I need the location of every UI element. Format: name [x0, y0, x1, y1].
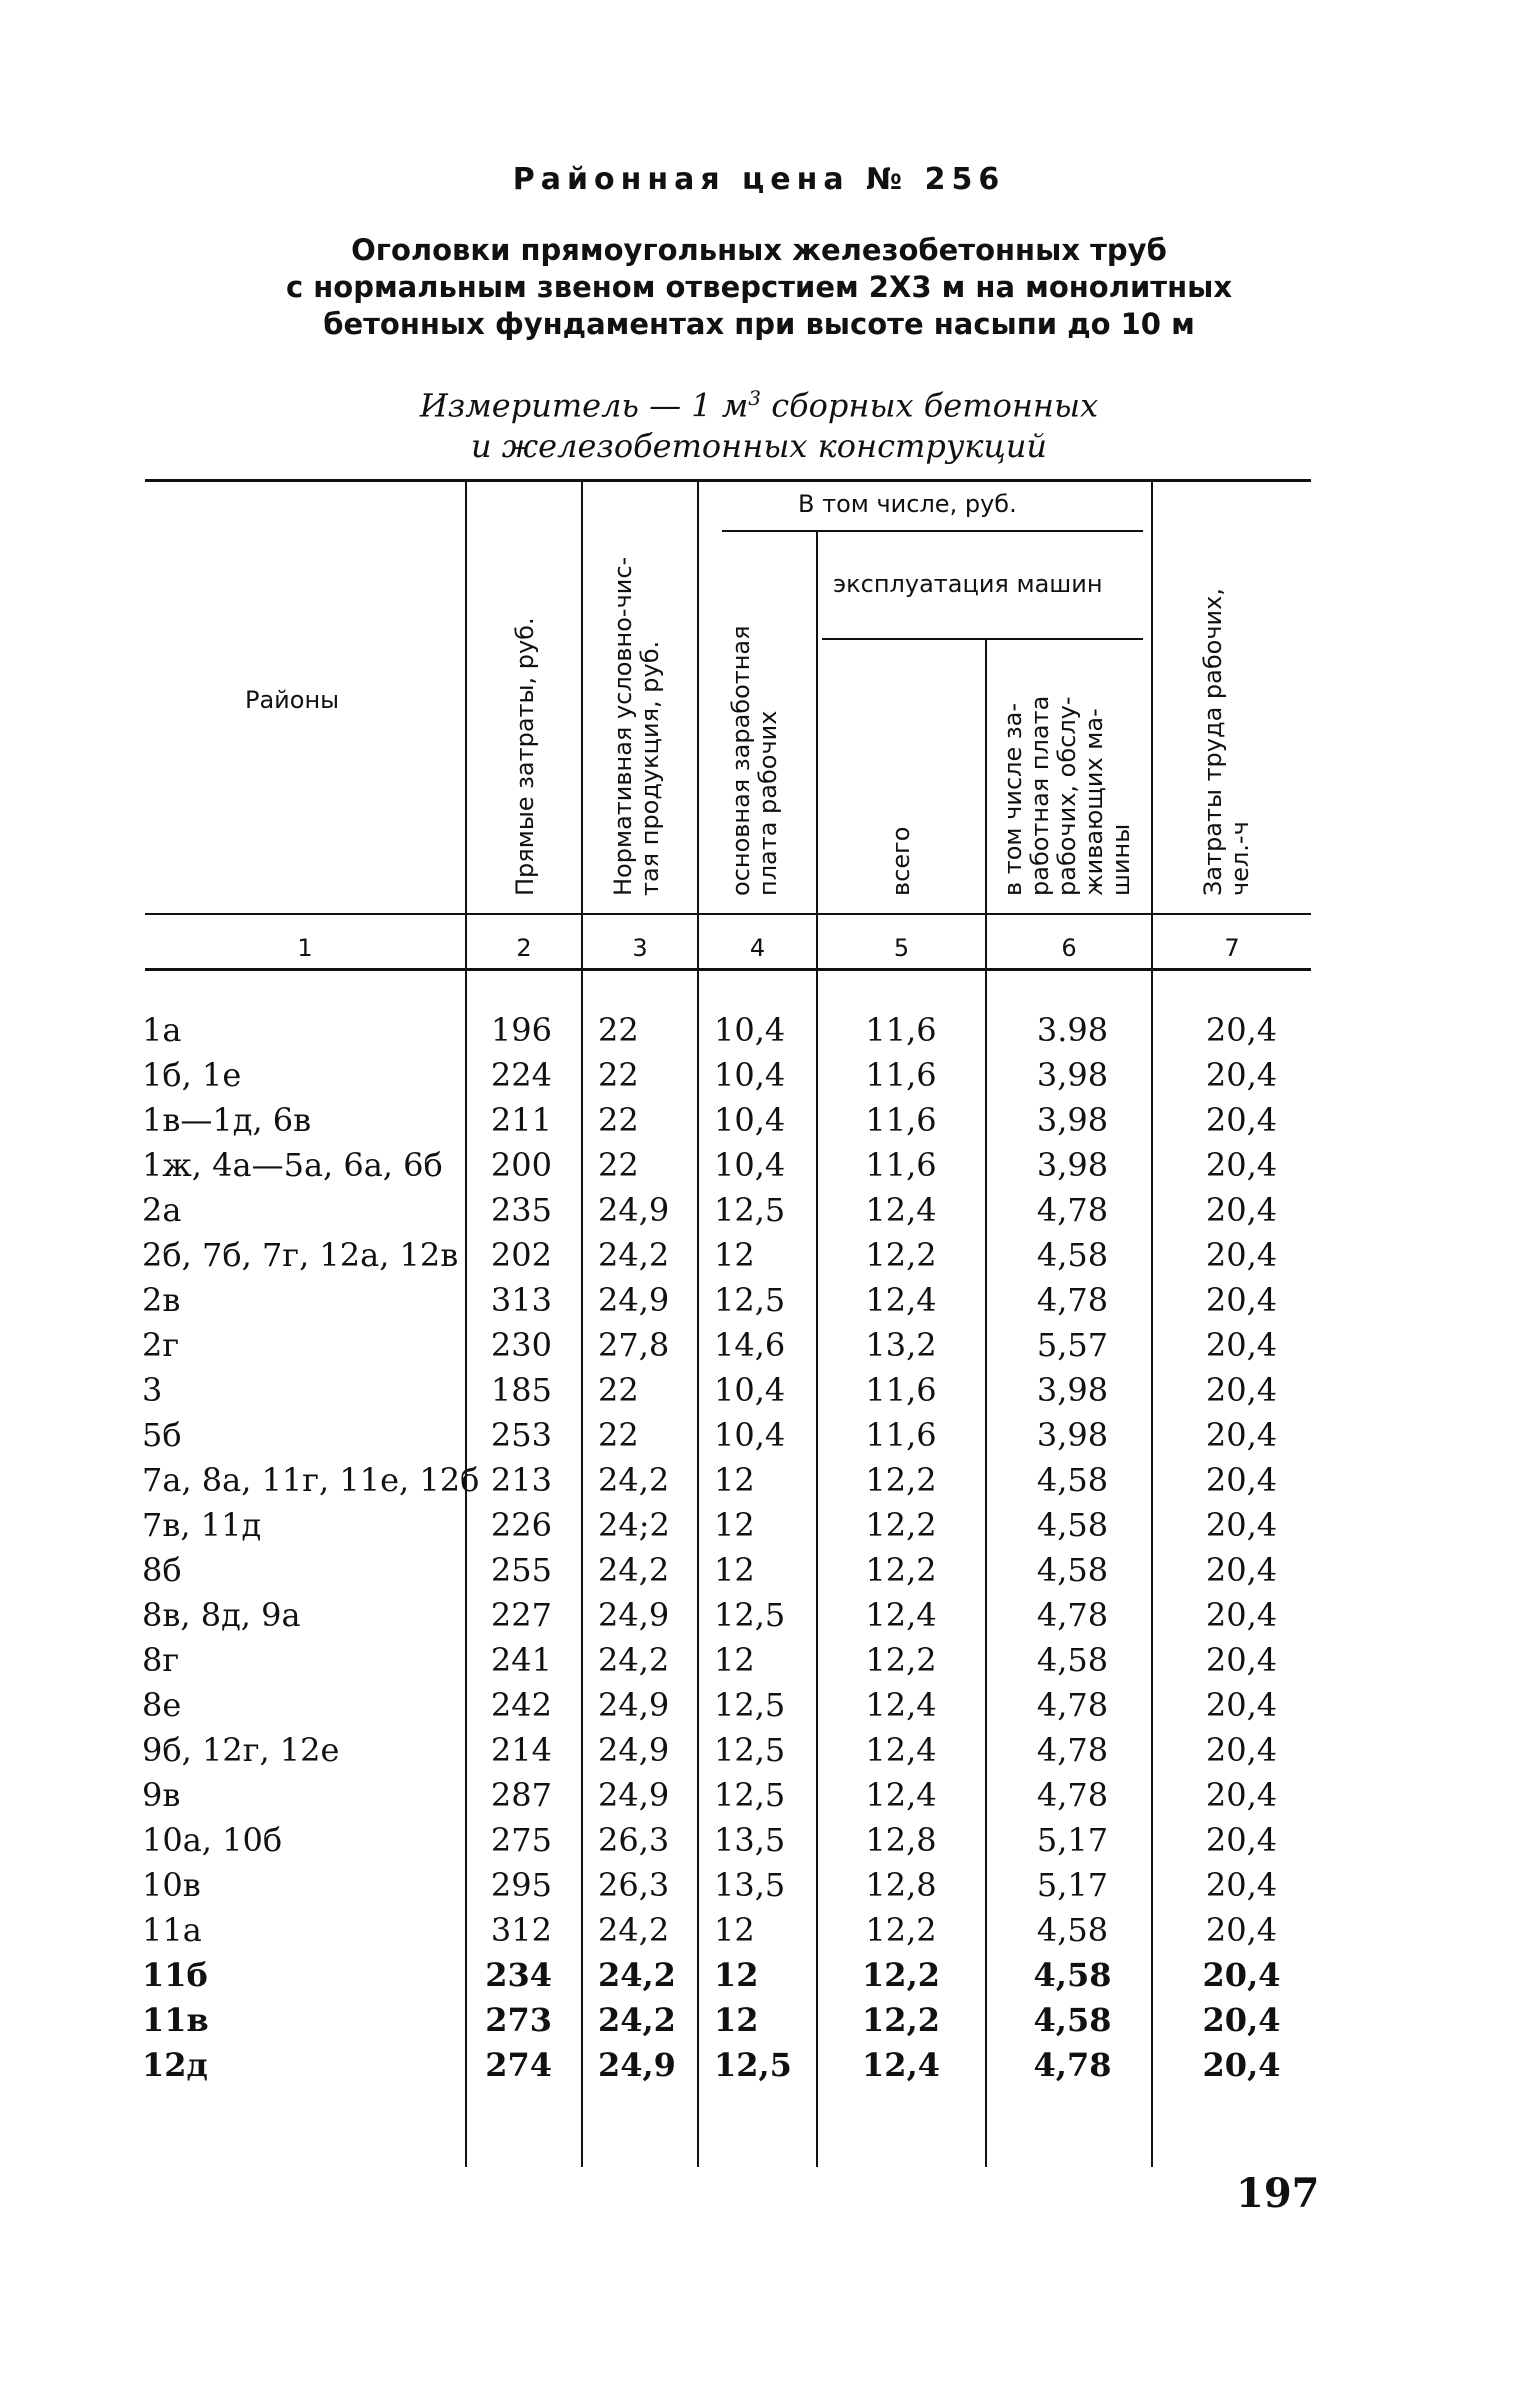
machine-total-cell: 11,6: [865, 1101, 937, 1139]
normative-output-cell: 24,2: [598, 1911, 670, 1949]
direct-costs-cell: 312: [490, 1911, 552, 1949]
labor-cell: 20,4: [1205, 1866, 1278, 1904]
direct-costs-cell: 227: [490, 1596, 552, 1634]
machine-total-cell: 12,8: [865, 1821, 937, 1859]
machine-wage-cell: 4,58: [1033, 1956, 1112, 1994]
base-wage-cell: 10,4: [714, 1011, 786, 1049]
labor-cell: 20,4: [1202, 2001, 1281, 2039]
table-row: [0, 1638, 1518, 1683]
machine-total-cell: 11,6: [865, 1416, 937, 1454]
table-row: [0, 1683, 1518, 1728]
machine-total-cell: 13,2: [865, 1326, 937, 1364]
machine-total-cell: 12,2: [865, 1236, 937, 1274]
machine-wage-cell: 4,78: [1036, 1731, 1109, 1769]
document-subtitle: [0, 232, 1518, 343]
normative-output-cell: 24,9: [598, 1686, 670, 1724]
machine-wage-cell: 4,78: [1036, 1281, 1109, 1319]
district-cell: 8б: [142, 1551, 182, 1589]
labor-cell: 20,4: [1205, 1371, 1278, 1409]
labor-cell: 20,4: [1205, 1551, 1278, 1589]
district-cell: 1а: [142, 1011, 182, 1049]
normative-output-cell: 22: [598, 1371, 639, 1409]
base-wage-cell: 12: [714, 1956, 759, 1994]
machine-wage-cell: 5,57: [1036, 1326, 1109, 1364]
machine-wage-cell: 4,58: [1036, 1551, 1109, 1589]
labor-cell: 20,4: [1205, 1776, 1278, 1814]
district-cell: 1в—1д, 6в: [142, 1101, 312, 1139]
table-row: [0, 1458, 1518, 1503]
normative-output-cell: 24,9: [598, 1776, 670, 1814]
normative-output-cell: 24,2: [598, 2001, 676, 2039]
machine-wage-cell: 3,98: [1036, 1101, 1109, 1139]
labor-cell: 20,4: [1205, 1461, 1278, 1499]
header-normative-output: Нормативная условно-чис- тая продукция, руб.: [609, 556, 664, 896]
page-number: 197: [1236, 2170, 1320, 2217]
machine-wage-cell: 4,78: [1036, 1686, 1109, 1724]
machine-wage-cell: 4,58: [1036, 1461, 1109, 1499]
district-cell: 8в, 8д, 9а: [142, 1596, 301, 1634]
normative-output-cell: 24,2: [598, 1461, 670, 1499]
table-row: [0, 1278, 1518, 1323]
machine-wage-cell: 3,98: [1036, 1416, 1109, 1454]
district-cell: 3: [142, 1371, 163, 1409]
direct-costs-cell: 273: [485, 2001, 552, 2039]
labor-cell: 20,4: [1205, 1281, 1278, 1319]
base-wage-cell: 12,5: [714, 2046, 792, 2084]
machine-wage-cell: 4,78: [1036, 1776, 1109, 1814]
table-row: [0, 1953, 1518, 1998]
direct-costs-cell: 214: [490, 1731, 552, 1769]
district-cell: 7а, 8а, 11г, 11е, 12б: [142, 1461, 480, 1499]
machine-total-cell: 12,2: [865, 1461, 937, 1499]
district-cell: 2г: [142, 1326, 180, 1364]
labor-cell: 20,4: [1205, 1101, 1278, 1139]
labor-cell: 20,4: [1205, 1506, 1278, 1544]
machine-wage-cell: 5,17: [1036, 1821, 1109, 1859]
header-machine-wage: в том числе за- работная плата рабочих, обслу- живающих ма- шины: [999, 695, 1135, 896]
machine-wage-cell: 3,98: [1036, 1371, 1109, 1409]
column-number-5: 5: [893, 934, 910, 962]
district-cell: 2а: [142, 1191, 182, 1229]
direct-costs-cell: 224: [490, 1056, 552, 1094]
header-including: В том числе, руб.: [798, 490, 1017, 518]
table-row: [0, 1368, 1518, 1413]
table-row: [0, 1413, 1518, 1458]
table-row: [0, 1908, 1518, 1953]
normative-output-cell: 22: [598, 1416, 639, 1454]
machine-wage-cell: 4,78: [1036, 1596, 1109, 1634]
normative-output-cell: 24,2: [598, 1641, 670, 1679]
district-cell: 9б, 12г, 12е: [142, 1731, 340, 1769]
district-cell: 7в, 11д: [142, 1506, 262, 1544]
normative-output-cell: 24,2: [598, 1956, 676, 1994]
direct-costs-cell: 230: [490, 1326, 552, 1364]
column-number-3: 3: [632, 934, 648, 962]
table-row: [0, 1863, 1518, 1908]
subtitle-line-2: с нормальным звеном отверстием 2X3 м на монолитных: [285, 270, 1233, 304]
base-wage-cell: 10,4: [714, 1056, 786, 1094]
direct-costs-cell: 196: [490, 1011, 552, 1049]
table-row: [0, 1323, 1518, 1368]
labor-cell: 20,4: [1205, 1326, 1278, 1364]
machine-wage-cell: 3,98: [1036, 1056, 1109, 1094]
base-wage-cell: 12,5: [714, 1731, 786, 1769]
normative-output-cell: 24,9: [598, 1191, 670, 1229]
labor-cell: 20,4: [1205, 1236, 1278, 1274]
machine-wage-cell: 4,78: [1033, 2046, 1112, 2084]
base-wage-cell: 10,4: [714, 1101, 786, 1139]
direct-costs-cell: 202: [490, 1236, 552, 1274]
direct-costs-cell: 235: [490, 1191, 552, 1229]
machine-total-cell: 11,6: [865, 1146, 937, 1184]
machine-wage-cell: 4,58: [1033, 2001, 1112, 2039]
base-wage-cell: 10,4: [714, 1416, 786, 1454]
machine-total-cell: 12,8: [865, 1866, 937, 1904]
direct-costs-cell: 255: [490, 1551, 552, 1589]
table-row: [0, 1188, 1518, 1233]
direct-costs-cell: 185: [490, 1371, 552, 1409]
district-cell: 2б, 7б, 7г, 12а, 12в: [142, 1236, 459, 1274]
base-wage-cell: 10,4: [714, 1146, 786, 1184]
labor-cell: 20,4: [1205, 1416, 1278, 1454]
labor-cell: 20,4: [1202, 2046, 1281, 2084]
table-row: [0, 1008, 1518, 1053]
subtitle-line-1: Оголовки прямоугольных железобетонных труб: [351, 233, 1167, 267]
labor-cell: 20,4: [1205, 1596, 1278, 1634]
normative-output-cell: 24,9: [598, 1281, 670, 1319]
machine-total-cell: 12,4: [865, 1191, 937, 1229]
machine-wage-cell: 4,58: [1036, 1641, 1109, 1679]
column-number-4: 4: [749, 934, 766, 962]
machine-total-cell: 12,2: [862, 2001, 940, 2039]
machine-total-cell: 11,6: [865, 1371, 937, 1409]
column-number-7: 7: [1224, 934, 1240, 962]
base-wage-cell: 12: [714, 1551, 755, 1589]
district-cell: 9в: [142, 1776, 181, 1814]
normative-output-cell: 22: [598, 1011, 639, 1049]
column-number-rule: [145, 968, 1311, 971]
direct-costs-cell: 274: [485, 2046, 552, 2084]
base-wage-cell: 12: [714, 1911, 755, 1949]
labor-cell: 20,4: [1202, 1956, 1281, 1994]
base-wage-cell: 12: [714, 1506, 755, 1544]
measure-line-2: и железобетонных конструкций: [470, 426, 1048, 465]
district-cell: 10в: [142, 1866, 201, 1904]
table-row: [0, 1818, 1518, 1863]
header-total: всего: [887, 826, 915, 896]
normative-output-cell: 24,9: [598, 2046, 676, 2084]
machine-total-cell: 12,4: [865, 1776, 937, 1814]
normative-output-cell: 24;2: [598, 1506, 670, 1544]
table-row: [0, 2043, 1518, 2088]
district-cell: 10а, 10б: [142, 1821, 283, 1859]
table-row: [0, 1053, 1518, 1098]
table-top-rule: [145, 479, 1311, 482]
base-wage-cell: 12: [714, 1461, 755, 1499]
base-wage-cell: 13,5: [714, 1821, 786, 1859]
normative-output-cell: 24,2: [598, 1236, 670, 1274]
direct-costs-cell: 313: [490, 1281, 552, 1319]
table-row: [0, 1098, 1518, 1143]
direct-costs-cell: 234: [485, 1956, 552, 1994]
column-number-1: 1: [297, 934, 313, 962]
district-cell: 1ж, 4а—5а, 6а, 6б: [142, 1146, 443, 1184]
column-number-6: 6: [1061, 934, 1077, 962]
machine-total-cell: 12,4: [865, 1596, 937, 1634]
district-cell: 5б: [142, 1416, 182, 1454]
header-districts: Районы: [245, 686, 340, 714]
machine-total-cell: 12,4: [862, 2046, 940, 2084]
header-bottom-rule: [145, 913, 1311, 915]
machine-total-cell: 12,2: [865, 1551, 937, 1589]
document-title: Районная цена № 256: [512, 162, 1006, 197]
header-machine-operation: эксплуатация машин: [833, 570, 1103, 598]
labor-cell: 20,4: [1205, 1731, 1278, 1769]
direct-costs-cell: 200: [490, 1146, 552, 1184]
machine-wage-cell: 3.98: [1036, 1011, 1109, 1049]
direct-costs-cell: 241: [490, 1641, 552, 1679]
machine-total-cell: 12,2: [865, 1641, 937, 1679]
table-row: [0, 1998, 1518, 2043]
labor-cell: 20,4: [1205, 1146, 1278, 1184]
normative-output-cell: 26,3: [598, 1866, 670, 1904]
table-row: [0, 1773, 1518, 1818]
direct-costs-cell: 275: [490, 1821, 552, 1859]
measure-unit: [0, 378, 1518, 466]
normative-output-cell: 27,8: [598, 1326, 670, 1364]
base-wage-cell: 12,5: [714, 1776, 786, 1814]
table-row: [0, 1503, 1518, 1548]
district-cell: 1б, 1е: [142, 1056, 242, 1094]
machine-wage-cell: 4,78: [1036, 1191, 1109, 1229]
direct-costs-cell: 253: [490, 1416, 552, 1454]
labor-cell: 20,4: [1205, 1056, 1278, 1094]
machine-total-cell: 12,2: [862, 1956, 940, 1994]
labor-cell: 20,4: [1205, 1686, 1278, 1724]
normative-output-cell: 22: [598, 1101, 639, 1139]
normative-output-cell: 24,2: [598, 1551, 670, 1589]
base-wage-cell: 12: [714, 1236, 755, 1274]
normative-output-cell: 24,9: [598, 1731, 670, 1769]
direct-costs-cell: 287: [490, 1776, 552, 1814]
direct-costs-cell: 211: [490, 1101, 552, 1139]
machine-wage-cell: 4,58: [1036, 1236, 1109, 1274]
direct-costs-cell: 295: [490, 1866, 552, 1904]
table-row: [0, 1143, 1518, 1188]
district-cell: 2в: [142, 1281, 181, 1319]
table-row: [0, 1728, 1518, 1773]
base-wage-cell: 12,5: [714, 1596, 786, 1634]
district-cell: 11б: [142, 1956, 208, 1994]
labor-cell: 20,4: [1205, 1011, 1278, 1049]
direct-costs-cell: 213: [490, 1461, 552, 1499]
header-labor: Затраты труда рабочих, чел.-ч: [1199, 588, 1254, 896]
district-cell: 11а: [142, 1911, 202, 1949]
machine-wage-cell: 5,17: [1036, 1866, 1109, 1904]
district-cell: 12д: [142, 2046, 208, 2084]
base-wage-cell: 12,5: [714, 1191, 786, 1229]
normative-output-cell: 24,9: [598, 1596, 670, 1634]
base-wage-cell: 12,5: [714, 1686, 786, 1724]
labor-cell: 20,4: [1205, 1821, 1278, 1859]
header-base-wage: основная заработная плата рабочих: [727, 625, 782, 896]
machine-total-cell: 11,6: [865, 1011, 937, 1049]
machine-total-cell: 12,4: [865, 1686, 937, 1724]
machine-total-cell: 12,2: [865, 1506, 937, 1544]
labor-cell: 20,4: [1205, 1191, 1278, 1229]
machine-total-cell: 12,4: [865, 1731, 937, 1769]
table-row: [0, 1233, 1518, 1278]
machine-total-cell: 12,2: [865, 1911, 937, 1949]
normative-output-cell: 26,3: [598, 1821, 670, 1859]
district-cell: 8г: [142, 1641, 180, 1679]
column-number-2: 2: [516, 934, 532, 962]
subtitle-line-3: бетонных фундаментах при высоте насыпи до 10 м: [323, 307, 1195, 341]
normative-output-cell: 22: [598, 1056, 639, 1094]
district-cell: 8е: [142, 1686, 182, 1724]
direct-costs-cell: 242: [490, 1686, 552, 1724]
machine-wage-cell: 4,58: [1036, 1506, 1109, 1544]
base-wage-cell: 12: [714, 2001, 759, 2039]
measure-line-1: Измеритель — 1 $м^3$ сборных бетонных: [419, 386, 1099, 425]
machine-total-cell: 12,4: [865, 1281, 937, 1319]
machine-total-cell: 11,6: [865, 1056, 937, 1094]
header-direct-costs: Прямые затраты, руб.: [511, 617, 539, 896]
base-wage-cell: 10,4: [714, 1371, 786, 1409]
base-wage-cell: 12,5: [714, 1281, 786, 1319]
table-row: [0, 1593, 1518, 1638]
including-rule: [722, 530, 1143, 532]
labor-cell: 20,4: [1205, 1641, 1278, 1679]
base-wage-cell: 14,6: [714, 1326, 786, 1364]
machine-wage-cell: 3,98: [1036, 1146, 1109, 1184]
table-row: [0, 1548, 1518, 1593]
base-wage-cell: 12: [714, 1641, 755, 1679]
machine-wage-cell: 4,58: [1036, 1911, 1109, 1949]
machines-rule: [822, 638, 1143, 640]
base-wage-cell: 13,5: [714, 1866, 786, 1904]
district-cell: 11в: [142, 2001, 209, 2039]
normative-output-cell: 22: [598, 1146, 639, 1184]
labor-cell: 20,4: [1205, 1911, 1278, 1949]
direct-costs-cell: 226: [490, 1506, 552, 1544]
